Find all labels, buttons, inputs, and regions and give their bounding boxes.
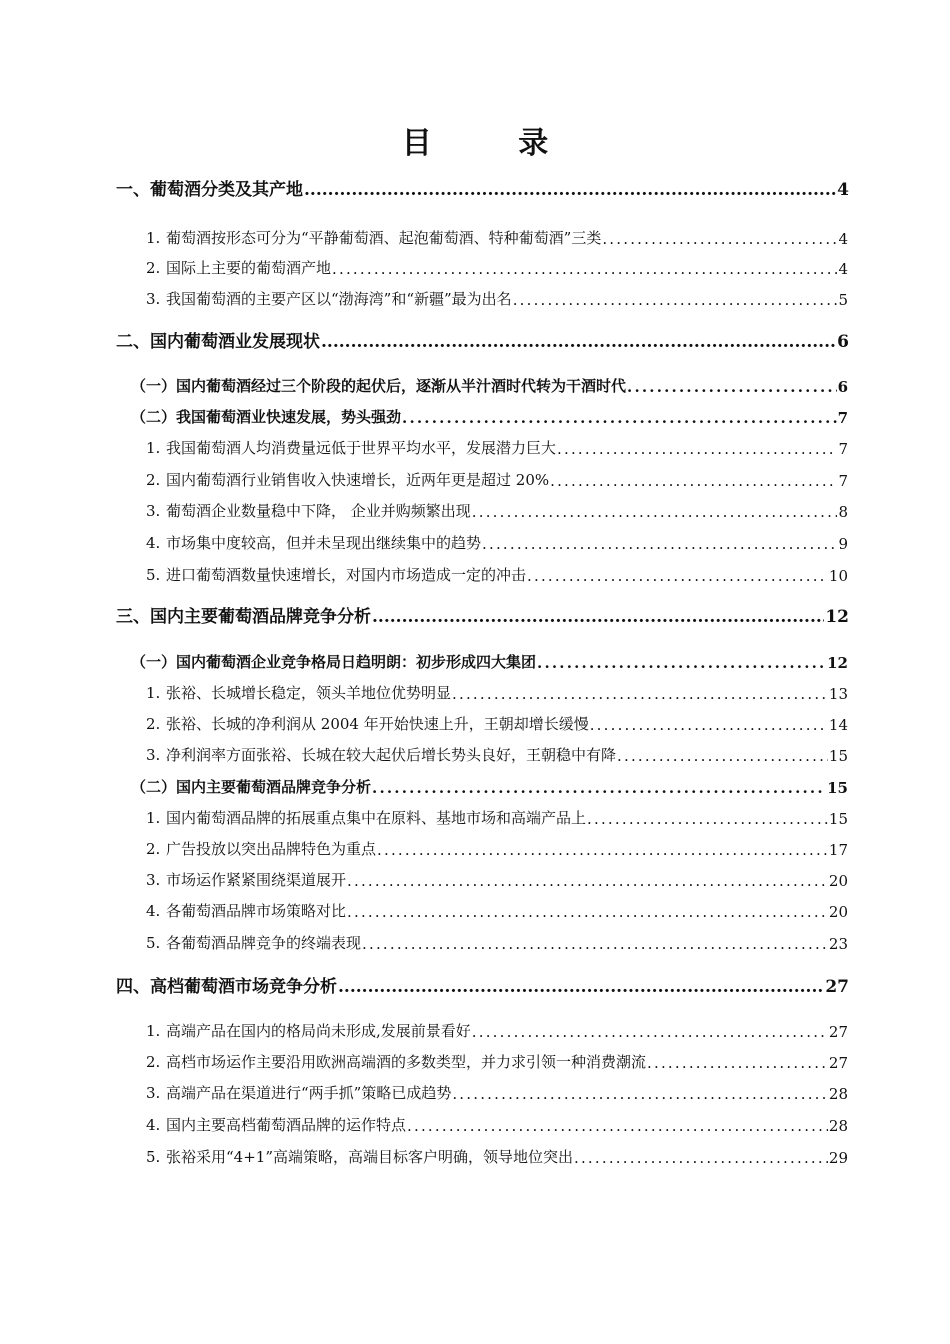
- toc-entry-text: 张裕采用“4+1”高端策略，高端目标客户明确，领导地位突出: [166, 1148, 573, 1166]
- toc-subsection-entry[interactable]: [146, 683, 848, 703]
- toc-dot-leader: [304, 180, 836, 200]
- toc-entry-label: [146, 744, 616, 765]
- toc-entry-text: 高端产品在渠道进行“两手抓”策略已成趋势: [166, 1084, 452, 1102]
- toc-dot-leader: [557, 440, 837, 458]
- toc-page-number: 27: [828, 1023, 848, 1041]
- toc-entry-number: 2.: [146, 1053, 161, 1071]
- toc-entry-text: 市场运作紧紧围绕渠道展开: [166, 871, 347, 889]
- toc-dot-leader: [347, 872, 828, 890]
- toc-entry-number: 2.: [146, 840, 161, 858]
- toc-entry-label: [146, 932, 361, 953]
- toc-page-number: 10: [828, 567, 848, 585]
- toc-entry-text: 高端产品在国内的格局尚未形成,发展前景看好: [166, 1022, 471, 1040]
- toc-dot-leader: [472, 503, 838, 521]
- toc-subsection-entry[interactable]: [146, 501, 848, 521]
- toc-entry-label: [146, 1051, 646, 1072]
- toc-entry-text: 三、国内主要葡萄酒品牌竞争分析: [116, 607, 371, 627]
- toc-entry-text: 葡萄酒企业数量稳中下降， 企业并购频繁出现: [166, 502, 471, 520]
- toc-dot-leader: [372, 779, 826, 797]
- toc-chapter-entry[interactable]: [116, 605, 849, 627]
- toc-entry-text: 国际上主要的葡萄酒产地: [166, 259, 332, 277]
- toc-entry-label: [116, 602, 371, 627]
- toc-entry-label: [131, 406, 401, 427]
- toc-subsection-entry[interactable]: [146, 901, 848, 921]
- toc-entry-label: [146, 1082, 451, 1103]
- toc-entry-label: [131, 375, 626, 396]
- toc-subsection-entry[interactable]: [146, 1052, 848, 1072]
- toc-entry-number: 1.: [146, 229, 161, 247]
- toc-dot-leader: [537, 654, 826, 672]
- toc-page-number: 20: [828, 872, 848, 890]
- toc-entry-text: （二）国内主要葡萄酒品牌竞争分析: [131, 778, 372, 796]
- toc-entry-number: 4.: [146, 534, 161, 552]
- toc-entry-label: [146, 807, 586, 828]
- toc-dot-leader: [347, 903, 828, 921]
- toc-entry-text: 我国葡萄酒的主要产区以“渤海湾”和“新疆”最为出名: [166, 290, 512, 308]
- toc-entry-text: 高档市场运作主要沿用欧洲高端酒的多数类型，并力求引领一种消费潮流: [166, 1053, 647, 1071]
- toc-entry-label: [146, 469, 549, 490]
- toc-subsection-entry[interactable]: [146, 808, 848, 828]
- toc-entry-text: 二、国内葡萄酒业发展现状: [116, 332, 320, 352]
- toc-dot-leader: [513, 291, 838, 309]
- toc-subsection-entry[interactable]: [146, 1147, 848, 1167]
- toc-subsection-entry[interactable]: [146, 839, 848, 859]
- toc-entry-label: [146, 1146, 573, 1167]
- toc-page-number: 15: [828, 810, 848, 828]
- toc-entry-number: 1.: [146, 809, 161, 827]
- toc-entry-label: [146, 257, 331, 278]
- toc-page-number: 12: [825, 607, 849, 627]
- toc-entry-label: [146, 682, 451, 703]
- toc-entry-number: 3.: [146, 1084, 161, 1102]
- toc-entry-label: [116, 327, 320, 352]
- toc-dot-leader: [402, 409, 837, 427]
- toc-entry-text: 进口葡萄酒数量快速增长，对国内市场造成一定的冲击: [166, 566, 527, 584]
- toc-page-number: 12: [827, 654, 848, 672]
- toc-entry-number: 3.: [146, 746, 161, 764]
- toc-entry-label: [146, 1020, 471, 1041]
- toc-subsection-entry[interactable]: [146, 258, 848, 278]
- toc-entry-text: 各葡萄酒品牌市场策略对比: [166, 902, 347, 920]
- toc-page-number: 4: [838, 260, 848, 278]
- toc-entry-text: 国内葡萄酒品牌的拓展重点集中在原料、基地市场和高端产品上: [166, 809, 587, 827]
- toc-subsection-entry[interactable]: [146, 1115, 848, 1135]
- toc-entry-number: 2.: [146, 471, 161, 489]
- toc-page-number: 13: [828, 685, 848, 703]
- toc-page-number: 14: [828, 716, 848, 734]
- toc-entry-number: 5.: [146, 566, 161, 584]
- toc-dot-leader: [377, 841, 828, 859]
- toc-page-number: 20: [828, 903, 848, 921]
- toc-entry-number: 2.: [146, 715, 161, 733]
- toc-subsection-entry[interactable]: [146, 933, 848, 953]
- toc-page-number: 5: [838, 291, 848, 309]
- toc-dot-leader: [372, 607, 824, 627]
- toc-page-number: 15: [827, 779, 848, 797]
- toc-entry-number: 1.: [146, 439, 161, 457]
- toc-dot-leader: [472, 1023, 828, 1041]
- toc-page-number: 6: [837, 332, 849, 352]
- toc-entry-label: [146, 288, 512, 309]
- toc-subsection-entry[interactable]: [146, 438, 848, 458]
- toc-dot-leader: [627, 378, 837, 396]
- toc-subsection-entry[interactable]: [146, 745, 848, 765]
- toc-subsection-entry[interactable]: [146, 289, 848, 309]
- toc-entry-number: 3.: [146, 290, 161, 308]
- toc-page-number: 17: [828, 841, 848, 859]
- toc-entry-text: 四、高档葡萄酒市场竞争分析: [116, 977, 337, 997]
- toc-entry-text: 张裕、长城的净利润从 2004 年开始快速上升，王朝却增长缓慢: [166, 715, 589, 733]
- toc-dot-leader: [602, 230, 837, 248]
- toc-subsection-entry[interactable]: [146, 1021, 848, 1041]
- toc-dot-leader: [574, 1149, 828, 1167]
- toc-dot-leader: [590, 716, 828, 734]
- toc-dot-leader: [332, 260, 837, 278]
- toc-entry-label: [131, 776, 371, 797]
- toc-subsection-entry[interactable]: [146, 470, 848, 490]
- toc-page-number: 6: [837, 378, 848, 396]
- toc-entry-label: [146, 227, 601, 248]
- toc-entry-text: （一）国内葡萄酒经过三个阶段的起伏后，逐渐从半汁酒时代转为干酒时代: [131, 377, 627, 395]
- toc-entry-number: 1.: [146, 684, 161, 702]
- toc-entry-number: 4.: [146, 902, 161, 920]
- toc-entry-text: 张裕、长城增长稳定，领头羊地位优势明显: [166, 684, 452, 702]
- toc-entry-number: 4.: [146, 1116, 161, 1134]
- toc-entry-text: 我国葡萄酒人均消费量远低于世界平均水平，发展潜力巨大: [166, 439, 557, 457]
- toc-dot-leader: [452, 1085, 828, 1103]
- toc-entry-text: 一、葡萄酒分类及其产地: [116, 180, 303, 200]
- toc-page-number: 28: [828, 1117, 848, 1135]
- toc-page-number: 28: [828, 1085, 848, 1103]
- toc-entry-label: [146, 437, 556, 458]
- toc-page-number: 8: [838, 503, 848, 521]
- toc-subsection-entry[interactable]: [146, 1083, 848, 1103]
- toc-entry-number: 5.: [146, 1148, 161, 1166]
- toc-entry-text: 市场集中度较高，但并未呈现出继续集中的趋势: [166, 534, 482, 552]
- toc-dot-leader: [587, 810, 828, 828]
- toc-entry-label: [131, 651, 536, 672]
- toc-entry-label: [146, 500, 471, 521]
- toc-dot-leader: [407, 1117, 828, 1135]
- toc-dot-leader: [617, 747, 828, 765]
- toc-dot-leader: [362, 935, 828, 953]
- toc-chapter-entry[interactable]: [116, 330, 849, 352]
- toc-entry-text: （一）国内葡萄酒企业竞争格局日趋明朗：初步形成四大集团: [131, 653, 537, 671]
- toc-entry-label: [116, 175, 303, 200]
- toc-entry-text: 广告投放以突出品牌特色为重点: [166, 840, 377, 858]
- toc-entry-label: [116, 972, 337, 997]
- toc-section-entry[interactable]: [131, 652, 848, 672]
- toc-page-number: 15: [828, 747, 848, 765]
- toc-section-entry[interactable]: [131, 376, 848, 396]
- toc-entry-label: [146, 838, 376, 859]
- toc-dot-leader: [452, 685, 828, 703]
- toc-entry-number: 3.: [146, 502, 161, 520]
- toc-page-number: 27: [825, 977, 849, 997]
- toc-subsection-entry[interactable]: [146, 714, 848, 734]
- toc-dot-leader: [482, 535, 837, 553]
- toc-entry-label: [146, 564, 526, 585]
- toc-entry-text: （二）我国葡萄酒业快速发展，势头强劲: [131, 408, 402, 426]
- toc-entry-label: [146, 1114, 406, 1135]
- toc-entry-text: 各葡萄酒品牌竞争的终端表现: [166, 934, 362, 952]
- toc-subsection-entry[interactable]: [146, 533, 848, 553]
- toc-section-entry[interactable]: [131, 407, 848, 427]
- toc-page-number: 27: [828, 1054, 848, 1072]
- toc-subsection-entry[interactable]: [146, 565, 848, 585]
- toc-chapter-entry[interactable]: [116, 178, 849, 200]
- toc-dot-leader: [338, 977, 824, 997]
- toc-dot-leader: [647, 1054, 828, 1072]
- toc-subsection-entry[interactable]: [146, 228, 848, 248]
- toc-entry-label: [146, 532, 481, 553]
- toc-page-number: 23: [828, 935, 848, 953]
- toc-entry-label: [146, 713, 589, 734]
- toc-page-number: 9: [838, 535, 848, 553]
- toc-dot-leader: [550, 472, 837, 490]
- toc-dot-leader: [527, 567, 828, 585]
- toc-entry-number: 2.: [146, 259, 161, 277]
- toc-page-number: 29: [828, 1149, 848, 1167]
- toc-entry-text: 国内主要高档葡萄酒品牌的运作特点: [166, 1116, 407, 1134]
- toc-entry-label: [146, 900, 346, 921]
- toc-subsection-entry[interactable]: [146, 870, 848, 890]
- toc-entry-number: 5.: [146, 934, 161, 952]
- toc-page-number: 7: [838, 472, 848, 490]
- toc-entry-label: [146, 869, 346, 890]
- toc-page-number: 4: [837, 180, 849, 200]
- toc-entry-number: 1.: [146, 1022, 161, 1040]
- toc-entry-text: 葡萄酒按形态可分为“平静葡萄酒、起泡葡萄酒、特种葡萄酒”三类: [166, 229, 602, 247]
- toc-chapter-entry[interactable]: [116, 975, 849, 997]
- toc-title: 目 录: [401, 126, 587, 161]
- toc-dot-leader: [321, 332, 836, 352]
- toc-entry-number: 3.: [146, 871, 161, 889]
- toc-page-number: 7: [838, 440, 848, 458]
- toc-page-number: 4: [838, 230, 848, 248]
- toc-section-entry[interactable]: [131, 777, 848, 797]
- toc-page-number: 7: [837, 409, 848, 427]
- toc-entry-text: 国内葡萄酒行业销售收入快速增长，近两年更是超过 20%: [166, 471, 550, 489]
- toc-entry-text: 净利润率方面张裕、长城在较大起伏后增长势头良好，王朝稳中有降: [166, 746, 617, 764]
